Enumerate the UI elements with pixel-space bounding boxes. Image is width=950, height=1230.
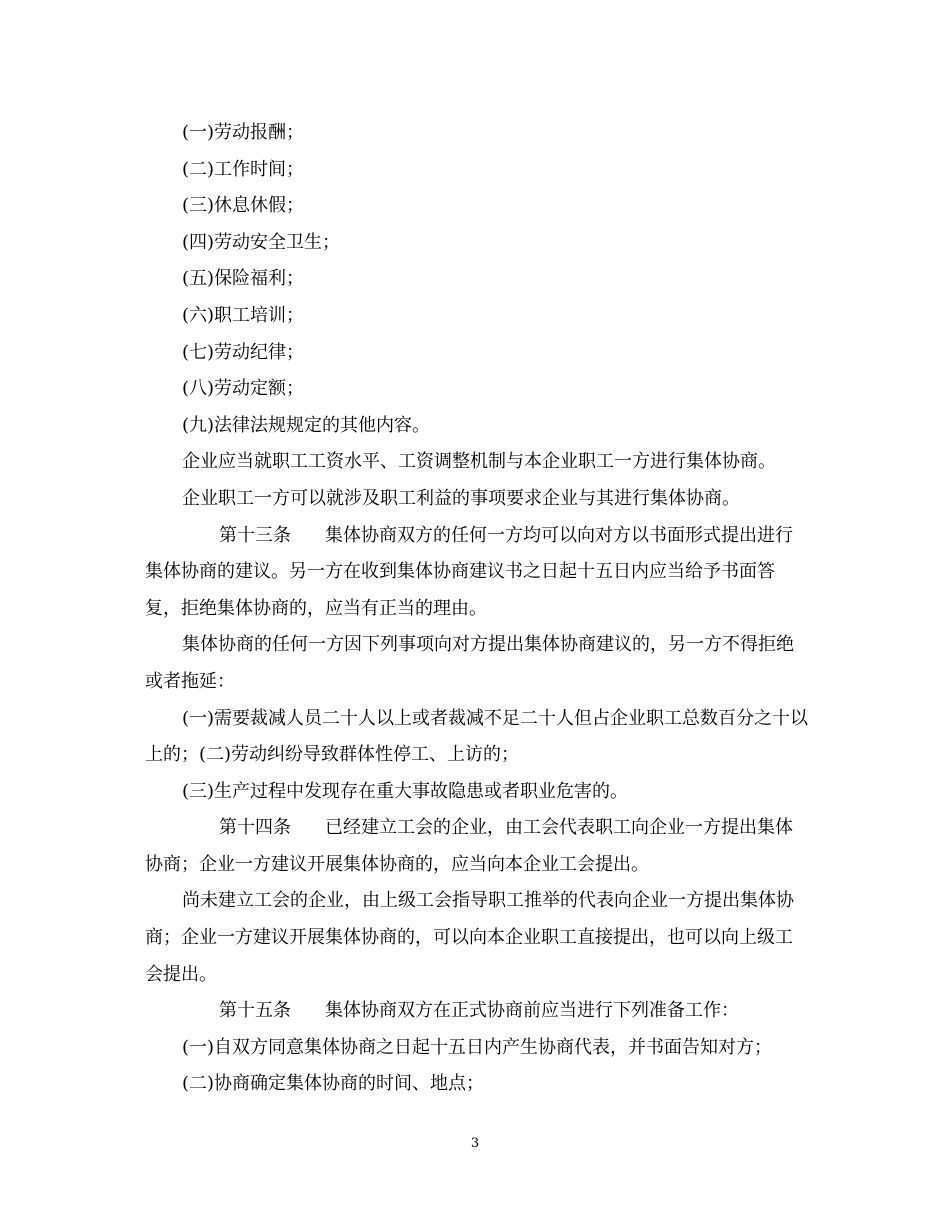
paragraph-text: 已经建立工会的企业，由工会代表职工向企业一方提出集体协商；企业一方建议开展集体协商的，应当向本企业工会提出。	[145, 817, 793, 875]
paragraph-text: 企业应当就职工工资水平、工资调整机制与本企业职工一方进行集体协商。	[182, 451, 776, 473]
paragraph-text: 集体协商双方在正式协商前应当进行下列准备工作：	[325, 1000, 739, 1022]
paragraph	[145, 883, 810, 993]
body-text	[145, 115, 810, 1103]
paragraph	[145, 225, 810, 262]
paragraph-text: (一)自双方同意集体协商之日起十五日内产生协商代表，并书面告知对方；	[182, 1036, 773, 1058]
paragraph-text: (六)职工培训；	[182, 304, 305, 326]
paragraph	[145, 335, 810, 372]
paragraph-text: (七)劳动纪律；	[182, 341, 305, 363]
page-number: 3	[470, 1136, 480, 1151]
paragraph	[145, 408, 810, 445]
paragraph	[145, 152, 810, 189]
paragraph-text: (四)劳动安全卫生；	[182, 231, 341, 253]
paragraph	[145, 261, 810, 298]
paragraph-text: (一)需要裁减人员二十人以上或者裁减不足二十人但占企业职工总数百分之十以上的；(二)劳动纠纷导致群体性停工、上访的；	[145, 707, 809, 766]
paragraph	[145, 188, 810, 225]
paragraph-text: (九)法律法规规定的其他内容。	[182, 414, 431, 436]
article-number: 第十三条	[219, 524, 291, 546]
paragraph-text: (二)工作时间；	[182, 158, 305, 180]
article-number: 第十四条	[219, 817, 291, 839]
paragraph-text: (一)劳动报酬；	[182, 122, 305, 143]
article-paragraph	[145, 518, 810, 628]
paragraph-text: 集体协商的任何一方因下列事项向对方提出集体协商建议的，另一方不得拒绝或者拖延：	[145, 634, 794, 692]
paragraph	[145, 627, 810, 700]
paragraph-text: 集体协商双方的任何一方均可以向对方以书面形式提出进行集体协商的建议。另一方在收到集体协商建议书之日起十五日内应当给予书面答复，拒绝集体协商的，应当有正当的理由。	[145, 524, 793, 619]
paragraph-text: 企业职工一方可以就涉及职工利益的事项要求企业与其进行集体协商。	[182, 487, 740, 509]
paragraph	[145, 1030, 810, 1067]
article-number: 第十五条	[219, 1000, 291, 1022]
paragraph-text: 尚未建立工会的企业，由上级工会指导职工推举的代表向企业一方提出集体协商；企业一方建议开展集体协商的，可以向本企业职工直接提出，也可以向上级工会提出。	[145, 890, 794, 985]
paragraph	[145, 701, 810, 774]
paragraph	[145, 774, 810, 811]
article-paragraph	[145, 993, 810, 1030]
paragraph	[145, 444, 810, 481]
paragraph-text: (三)生产过程中发现存在重大事故隐患或者职业危害的。	[182, 780, 629, 802]
paragraph	[145, 298, 810, 335]
paragraph-text: (二)协商确定集体协商的时间、地点；	[182, 1073, 485, 1095]
paragraph-text: (三)休息休假；	[182, 195, 305, 217]
paragraph-text: (五)保险福利；	[182, 268, 305, 290]
article-paragraph	[145, 810, 810, 883]
paragraph	[145, 481, 810, 518]
paragraph	[145, 371, 810, 408]
paragraph	[145, 1066, 810, 1103]
paragraph-text: (八)劳动定额；	[182, 378, 305, 400]
paragraph	[145, 115, 810, 152]
